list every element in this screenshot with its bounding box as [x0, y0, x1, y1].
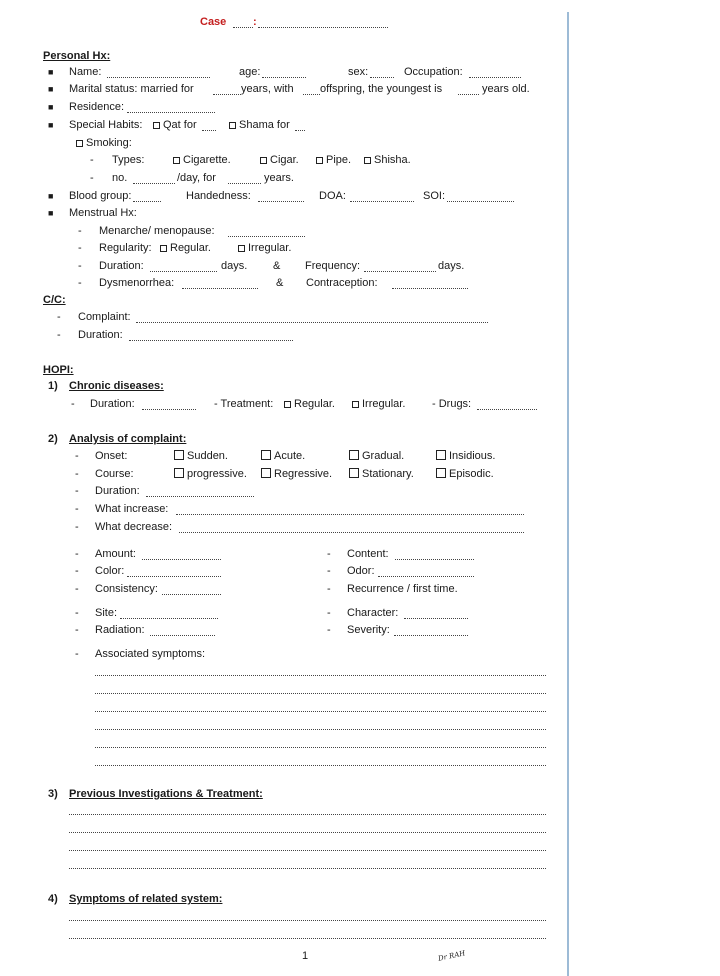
- age-field[interactable]: [262, 77, 306, 78]
- blood-group-field[interactable]: [133, 201, 161, 202]
- page-number: 1: [302, 950, 309, 962]
- investigations-line[interactable]: [69, 850, 546, 851]
- contraception-field[interactable]: [392, 288, 468, 289]
- associated-line[interactable]: [95, 675, 546, 676]
- shisha-checkbox[interactable]: [364, 157, 371, 164]
- dash: -: [75, 624, 79, 636]
- treatment-label: - Treatment:: [214, 398, 274, 410]
- odor-field[interactable]: [378, 576, 474, 577]
- associated-line[interactable]: [95, 711, 546, 712]
- associated-line[interactable]: [95, 729, 546, 730]
- dysmenorrhea-label: Dysmenorrhea:: [99, 277, 175, 289]
- frequency-label: Frequency:: [305, 260, 361, 272]
- cc-heading: C/C:: [43, 294, 66, 306]
- pipe-item: Pipe.: [316, 154, 351, 167]
- ampersand: &: [276, 277, 284, 289]
- course-label: Course:: [95, 468, 134, 480]
- content-field[interactable]: [395, 559, 474, 560]
- color-label: Color:: [95, 565, 125, 577]
- per-day-label: /day, for: [177, 172, 216, 184]
- dash: -: [75, 503, 79, 515]
- dash: -: [75, 565, 79, 577]
- dash: -: [78, 225, 82, 237]
- irregular-checkbox[interactable]: [238, 245, 245, 252]
- chronic-diseases-heading: Chronic diseases:: [69, 380, 164, 392]
- occupation-field[interactable]: [469, 77, 521, 78]
- shisha-item: Shisha.: [364, 154, 411, 167]
- doa-label: DOA:: [319, 190, 346, 202]
- associated-symptoms-label: Associated symptoms:: [95, 648, 206, 660]
- drugs-label: - Drugs:: [432, 398, 472, 410]
- marital-label: Marital status: married for: [69, 83, 194, 95]
- dash: -: [327, 624, 331, 636]
- youngest-age-field[interactable]: [458, 94, 479, 95]
- acute-checkbox[interactable]: [261, 450, 271, 460]
- smoking-checkbox[interactable]: [76, 140, 83, 147]
- bullet: ■: [48, 120, 54, 130]
- analysis-duration-label: Duration:: [95, 485, 140, 497]
- site-field[interactable]: [120, 618, 218, 619]
- treatment-regular-item: Regular.: [284, 398, 335, 411]
- what-increase-field[interactable]: [176, 514, 524, 515]
- regular-item: Regular.: [160, 242, 211, 255]
- dash: -: [75, 548, 79, 560]
- consistency-field[interactable]: [162, 594, 221, 595]
- progressive-checkbox[interactable]: [174, 468, 184, 478]
- offspring-field[interactable]: [303, 94, 320, 95]
- treatment-irregular-item: Irregular.: [352, 398, 405, 411]
- section-4-number: 4): [48, 893, 58, 905]
- menarche-field[interactable]: [228, 236, 305, 237]
- onset-label: Onset:: [95, 450, 128, 462]
- previous-investigations-heading: Previous Investigations & Treatment:: [69, 788, 263, 800]
- bullet: ■: [48, 67, 54, 77]
- smoking-number-field[interactable]: [133, 183, 175, 184]
- handedness-label: Handedness:: [186, 190, 251, 202]
- contraception-label: Contraception:: [306, 277, 378, 289]
- frequency-field[interactable]: [364, 271, 436, 272]
- site-label: Site:: [95, 607, 118, 619]
- analysis-heading: Analysis of complaint:: [69, 433, 187, 445]
- qat-checkbox[interactable]: [153, 122, 160, 129]
- bullet: ■: [48, 102, 54, 112]
- residence-field[interactable]: [127, 112, 215, 113]
- related-system-line[interactable]: [69, 920, 546, 921]
- dash: -: [327, 565, 331, 577]
- name-field[interactable]: [107, 77, 210, 78]
- cigar-item: Cigar.: [260, 154, 299, 167]
- shama-field[interactable]: [295, 130, 305, 131]
- case-blank-1[interactable]: [233, 27, 253, 28]
- section-3-number: 3): [48, 788, 58, 800]
- cc-duration-field[interactable]: [129, 340, 293, 341]
- years-with-label: years, with: [241, 83, 294, 95]
- related-system-line[interactable]: [69, 938, 546, 939]
- qat-item: Qat for: [153, 119, 197, 132]
- stationary-checkbox[interactable]: [349, 468, 359, 478]
- complaint-label: Complaint:: [78, 311, 131, 323]
- investigations-line[interactable]: [69, 868, 546, 869]
- dash: -: [90, 154, 94, 166]
- section-2-number: 2): [48, 433, 58, 445]
- sudden-item[interactable]: Sudden.: [174, 450, 228, 463]
- signature: Dr RAH: [437, 949, 467, 963]
- dash: -: [327, 583, 331, 595]
- chronic-duration-label: Duration:: [90, 398, 135, 410]
- smoking-years-field[interactable]: [228, 183, 261, 184]
- dash: -: [57, 329, 61, 341]
- dash: -: [57, 311, 61, 323]
- qat-field[interactable]: [202, 130, 216, 131]
- dash: -: [90, 172, 94, 184]
- chronic-duration-field[interactable]: [142, 409, 196, 410]
- investigations-line[interactable]: [69, 814, 546, 815]
- recurrence-label: Recurrence / first time.: [347, 583, 458, 595]
- dash: -: [75, 607, 79, 619]
- soi-field[interactable]: [447, 201, 514, 202]
- insidious-item[interactable]: Insidious.: [436, 450, 495, 463]
- name-label: Name:: [69, 66, 102, 78]
- stationary-item[interactable]: Stationary.: [349, 468, 414, 481]
- blood-group-label: Blood group:: [69, 190, 132, 202]
- radiation-field[interactable]: [150, 635, 215, 636]
- gradual-item[interactable]: Gradual.: [349, 450, 404, 463]
- associated-line[interactable]: [95, 693, 546, 694]
- amount-label: Amount:: [95, 548, 136, 560]
- irregular-item: Irregular.: [238, 242, 291, 255]
- cigarette-item: Cigarette.: [173, 154, 231, 167]
- complaint-field[interactable]: [136, 322, 488, 323]
- dash: -: [75, 485, 79, 497]
- bullet: ■: [48, 84, 54, 94]
- episodic-item[interactable]: Episodic.: [436, 468, 494, 481]
- odor-label: Odor:: [347, 565, 375, 577]
- insidious-checkbox[interactable]: [436, 450, 446, 460]
- personal-hx-heading: Personal Hx:: [43, 50, 111, 62]
- regular-checkbox[interactable]: [160, 245, 167, 252]
- pipe-checkbox[interactable]: [316, 157, 323, 164]
- doa-field[interactable]: [350, 201, 414, 202]
- residence-label: Residence:: [69, 101, 125, 113]
- regressive-checkbox[interactable]: [261, 468, 271, 478]
- progressive-item[interactable]: progressive.: [174, 468, 247, 481]
- dash: -: [78, 242, 82, 254]
- days-label: days.: [221, 260, 248, 272]
- drugs-field[interactable]: [477, 409, 537, 410]
- acute-item[interactable]: Acute.: [261, 450, 305, 463]
- section-1-number: 1): [48, 380, 58, 392]
- amount-field[interactable]: [142, 559, 221, 560]
- offspring-label: offspring, the youngest is: [320, 83, 443, 95]
- dash: -: [327, 548, 331, 560]
- case-blank-2[interactable]: [258, 27, 388, 28]
- related-system-heading: Symptoms of related system:: [69, 893, 223, 905]
- what-increase-label: What increase:: [95, 503, 169, 515]
- soi-label: SOI:: [423, 190, 446, 202]
- dash: -: [75, 468, 79, 480]
- character-label: Character:: [347, 607, 399, 619]
- dash: -: [75, 450, 79, 462]
- consistency-label: Consistency:: [95, 583, 158, 595]
- dash: -: [327, 607, 331, 619]
- years-old-label: years old.: [482, 83, 530, 95]
- character-field[interactable]: [404, 618, 468, 619]
- dash: -: [75, 583, 79, 595]
- smoking-item: Smoking:: [76, 137, 132, 150]
- what-decrease-label: What decrease:: [95, 521, 173, 533]
- content-label: Content:: [347, 548, 389, 560]
- severity-field[interactable]: [394, 635, 468, 636]
- special-habits-label: Special Habits:: [69, 119, 143, 131]
- investigations-line[interactable]: [69, 832, 546, 833]
- menstrual-label: Menstrual Hx:: [69, 207, 137, 219]
- dash: -: [75, 521, 79, 533]
- dash: -: [71, 398, 75, 410]
- occupation-label: Occupation:: [404, 66, 463, 78]
- bullet: ■: [48, 191, 54, 201]
- color-field[interactable]: [127, 576, 221, 577]
- cc-duration-label: Duration:: [78, 329, 123, 341]
- shama-item: Shama for: [229, 119, 290, 132]
- menarche-label: Menarche/ menopause:: [99, 225, 215, 237]
- gradual-checkbox[interactable]: [349, 450, 359, 460]
- regressive-item[interactable]: Regressive.: [261, 468, 332, 481]
- dash: -: [78, 260, 82, 272]
- regularity-label: Regularity:: [99, 242, 152, 254]
- handedness-field[interactable]: [258, 201, 304, 202]
- cigarette-checkbox[interactable]: [173, 157, 180, 164]
- days-label-2: days.: [438, 260, 465, 272]
- married-years-field[interactable]: [213, 94, 241, 95]
- dash: -: [78, 277, 82, 289]
- years-label: years.: [264, 172, 294, 184]
- bullet: ■: [48, 208, 54, 218]
- dysmenorrhea-field[interactable]: [182, 288, 258, 289]
- case-colon: :: [253, 16, 257, 28]
- shama-checkbox[interactable]: [229, 122, 236, 129]
- margin-line: [567, 12, 569, 976]
- dash: -: [75, 648, 79, 660]
- duration-label: Duration:: [99, 260, 144, 272]
- episodic-checkbox[interactable]: [436, 468, 446, 478]
- age-label: age:: [239, 66, 261, 78]
- analysis-duration-field[interactable]: [146, 496, 254, 497]
- menstrual-duration-field[interactable]: [150, 271, 217, 272]
- ampersand: &: [273, 260, 281, 272]
- what-decrease-field[interactable]: [179, 532, 524, 533]
- cigar-checkbox[interactable]: [260, 157, 267, 164]
- sex-label: sex:: [348, 66, 369, 78]
- treatment-regular-checkbox[interactable]: [284, 401, 291, 408]
- case-label: Case: [200, 16, 227, 28]
- severity-label: Severity:: [347, 624, 390, 636]
- types-label: Types:: [112, 154, 145, 166]
- sudden-checkbox[interactable]: [174, 450, 184, 460]
- sex-field[interactable]: [370, 77, 394, 78]
- associated-line[interactable]: [95, 747, 546, 748]
- treatment-irregular-checkbox[interactable]: [352, 401, 359, 408]
- radiation-label: Radiation:: [95, 624, 145, 636]
- associated-line[interactable]: [95, 765, 546, 766]
- no-label: no.: [112, 172, 128, 184]
- hopi-heading: HOPI:: [43, 364, 74, 376]
